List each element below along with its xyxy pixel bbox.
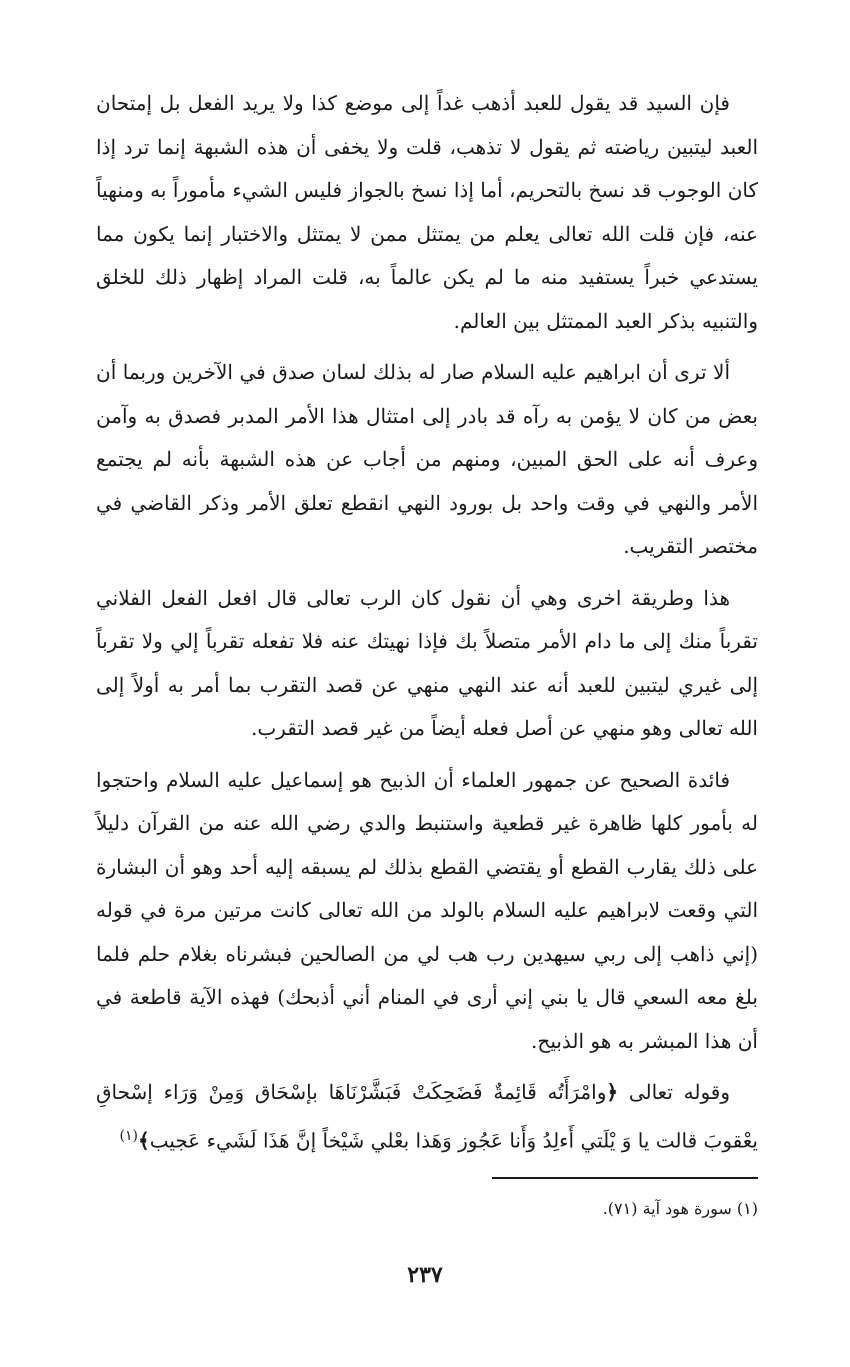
verse-open-bracket: ﴿ <box>606 1080 619 1104</box>
verse-paragraph <box>96 1071 758 1163</box>
page-number: ٢٣٧ <box>407 1262 443 1288</box>
paragraph-4: فائدة الصحيح عن جمهور العلماء أن الذبيح هو إسماعيل عليه السلام واحتجوا له بأمور كلها ظاهرة غير قطعية واستنبط والدي رضي الله عنه من القرآن دليلاً على ذلك يقارب القطع أو يقتضي القطع بذلك لم يسبقه إليه أحد وهو أن البشارة التي وقعت لابراهيم عليه السلام بالولد من الله تعالى كانت مرتين مرة في قوله (إني ذاهب إلى ربي سيهدين رب هب لي من الصالحين فبشرناه بغلام حلم فلما بلغ معه السعي قال يا بني إني أرى في المنام أني أذبحك) فهذه الآية قاطعة في أن هذا المبشر به هو الذبيح. <box>96 767 758 1053</box>
footnote: (١) سورة هود آية (٧١). <box>602 1199 758 1218</box>
footnote-reference: (١) <box>119 1127 138 1144</box>
main-text <box>96 82 758 1163</box>
verse-close-bracket: ﴾ <box>137 1128 150 1153</box>
paragraph-3: هذا وطريقة اخرى وهي أن نقول كان الرب تعالى قال افعل الفعل الفلاني تقرباً منك إلى ما دام الأمر متصلاً بك فإذا نهيتك عنه فلا تفعله تقرباً إلي ولا تقرباً إلى غيري ليتبين للعبد أنه عند النهي منهي عن قصد التقرب بما أمر به أولاً إلى الله تعالى وهو منهي عن أصل فعله أيضاً من غير قصد التقرب. <box>96 585 758 740</box>
verse-intro: وقوله تعالى <box>628 1080 730 1104</box>
quran-verse: وامْرَأَتُه قَائِمةٌ فَضَحِكَتْ فَبَشَّرْنَاهَا بإسْحَاق وَمِنْ وَرَاء إسْحاقِ يعْقوبَ قالت يا وَ يْلَتي أَءلِدُ وَأَنا عَجُوز وَهَذا بعْلي شَيْخاً إنَّ هَذَا لَشَيء عَجيب <box>96 1080 758 1153</box>
paragraph-1: فإن السيد قد يقول للعبد أذهب غداً إلى موضع كذا ولا يريد الفعل بل إمتحان العبد ليتبين رياضته ثم يقول لا تذهب، قلت ولا يخفى أن هذه الشبهة إنما ترد إذا كان الوجوب قد نسخ بالتحريم، أما إذا نسخ بالجواز فليس الشيء مأموراً به ومنهياً عنه، فإن قلت الله تعالى يعلم من يمتثل ممن لا يمتثل والاختبار إنما يكون مما يستدعي خبراً يستفيد منه ما لم يكن عالماً به، قلت المراد إظهار ذلك للخلق والتنبيه بذكر العبد الممتثل بين العالم. <box>96 91 759 333</box>
paragraph-2: ألا ترى أن ابراهيم عليه السلام صار له بذلك لسان صدق في الآخرين وربما أن بعض من كان لا يؤمن به رآه قد بادر إلى امتثال هذا الأمر المدبر فصدق به وآمن وعرف أنه على الحق المبين، ومنهم من أجاب عن هذه الشبهة بأنه لم يجتمع الأمر والنهي في وقت واحد بل بورود النهي انقطع تعلق الأمر وذكر القاضي في مختصر التقريب. <box>96 360 758 558</box>
footnote-divider <box>492 1177 758 1179</box>
